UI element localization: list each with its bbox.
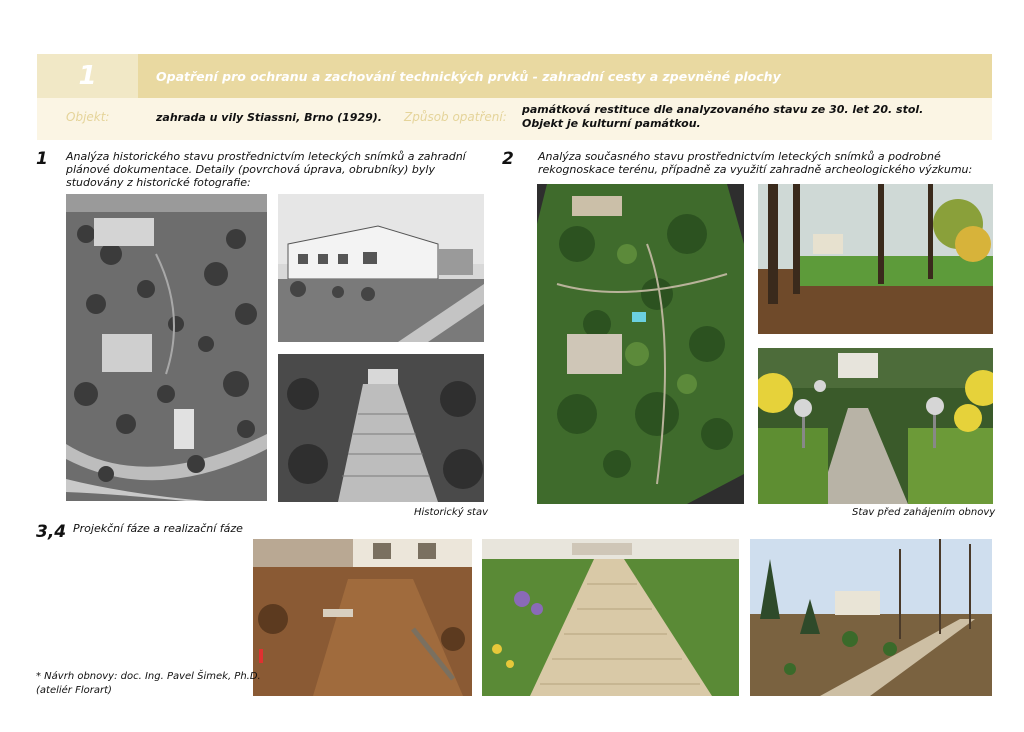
method-value-line1: památková restituce dle analyzovaného stavu ze 30. let 20. stol. [522,103,924,116]
object-label: Objekt: [66,110,110,124]
historical-villa-photo [278,194,484,342]
historical-aerial-photo [66,194,267,501]
section1-text: Analýza historického stavu prostřednictvím leteckých snímků a zahradní plánové dokumentace. Detaily (povrchová úprava, obrubníky) byly studovány z historické fotografie: [66,150,466,189]
current-aerial-photo [537,184,744,504]
section34-text: Projekční fáze a realizační fáze [73,522,243,535]
footnote-line1: * Návrh obnovy: doc. Ing. Pavel Šimek, Ph.D. [36,671,261,682]
current-path-photo [758,348,993,504]
method-value-line2: Objekt je kulturní památkou. [522,117,701,130]
section1-number: 1 [36,149,48,169]
current-garden-photo [758,184,993,334]
header-number: 1 [78,61,97,91]
excavation-photo [253,539,472,696]
section2-caption: Stav před zahájením obnovy [852,507,996,518]
historical-path-photo [278,354,484,502]
new-paved-path-photo [482,539,739,696]
section2-number: 2 [502,149,514,169]
section1-caption: Historický stav [414,507,488,518]
footnote-line2: (ateliér Florart) [36,685,112,696]
restored-alley-photo [750,539,992,696]
section34-number: 3,4 [36,522,67,542]
header-title: Opatření pro ochranu a zachování technických prvků - zahradní cesty a zpevněné plochy [156,68,781,84]
object-value: zahrada u vily Stiassni, Brno (1929). [156,111,382,124]
method-label: Způsob opatření: [404,110,507,124]
section2-text: Analýza současného stavu prostřednictvím leteckých snímků a podrobné rekognoskace terénu, případně za využití zahradně archeologického výzkumu: [538,150,973,176]
